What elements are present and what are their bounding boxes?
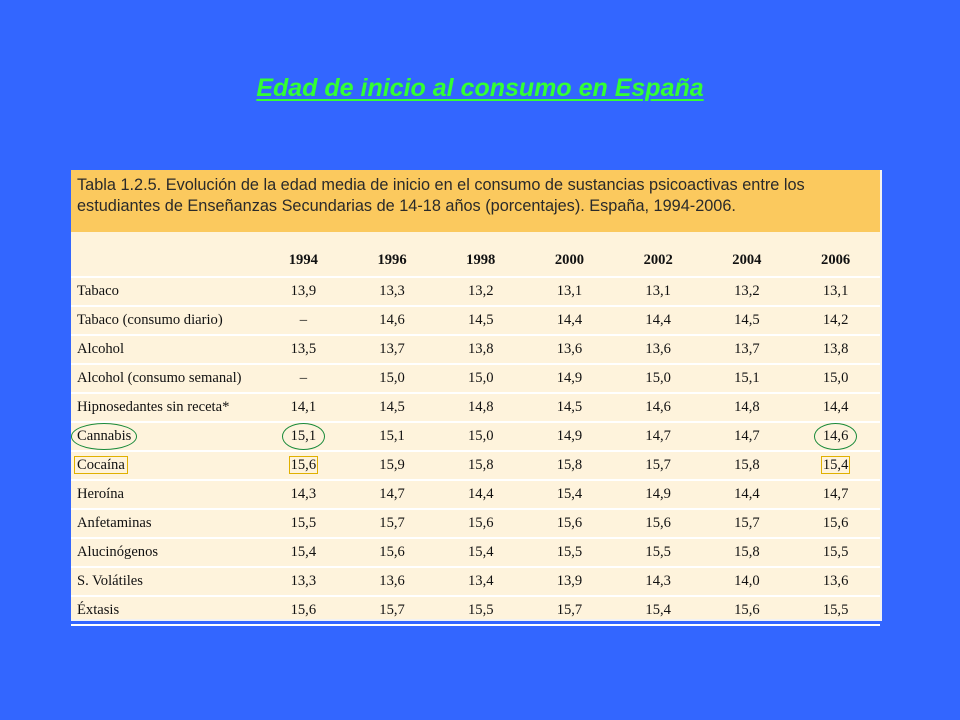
table-cell: 14,0 (703, 567, 792, 596)
table-cell: 15,1 (703, 364, 792, 393)
table-cell: 15,0 (614, 364, 703, 393)
table-cell: 13,7 (703, 335, 792, 364)
table-cell: 15,8 (525, 451, 614, 480)
table-cell: 14,7 (703, 422, 792, 451)
table-cell: 13,7 (348, 335, 437, 364)
table-cell: 14,5 (436, 306, 525, 335)
table-cell: 15,8 (436, 451, 525, 480)
row-label: Éxtasis (71, 596, 259, 625)
table-cell: 13,6 (791, 567, 880, 596)
table-cell: 14,4 (614, 306, 703, 335)
table-cell: 14,7 (348, 480, 437, 509)
table-cell: 15,4 (525, 480, 614, 509)
table-cell: 14,9 (525, 364, 614, 393)
row-label-cell (71, 451, 259, 480)
table-cell: 15,6 (259, 596, 348, 625)
table-cell: 15,5 (259, 509, 348, 538)
table-cell: 14,7 (614, 422, 703, 451)
table-row (71, 393, 880, 422)
table-row (71, 480, 880, 509)
header-empty-cell (71, 232, 259, 277)
table-cell: 14,4 (791, 393, 880, 422)
table-row-cannabis (71, 422, 880, 451)
table-cell: 15,6 (614, 509, 703, 538)
table-cell: 14,4 (703, 480, 792, 509)
slide-title: Edad de inicio al consumo en España (256, 74, 704, 102)
table-cell: 13,6 (348, 567, 437, 596)
table-cell: 15,0 (791, 364, 880, 393)
table-cell: 15,6 (348, 538, 437, 567)
table-cell: 13,8 (436, 335, 525, 364)
row-label: Alucinógenos (71, 538, 259, 567)
table-cell: 13,1 (525, 277, 614, 306)
table-cell: 15,7 (703, 509, 792, 538)
table-cell: 15,5 (791, 596, 880, 625)
table-cell: 13,4 (436, 567, 525, 596)
table-row-cocaine (71, 451, 880, 480)
table-cell: 15,4 (259, 538, 348, 567)
table-cell: 13,6 (614, 335, 703, 364)
row-label: S. Volátiles (71, 567, 259, 596)
row-label: Heroína (71, 480, 259, 509)
row-label: Alcohol (71, 335, 259, 364)
table-cell: 13,2 (436, 277, 525, 306)
table-cell: 14,6 (348, 306, 437, 335)
table-cell: 14,9 (614, 480, 703, 509)
age-of-onset-table (71, 232, 880, 626)
table-row (71, 277, 880, 306)
table-cell: 15,5 (791, 538, 880, 567)
table-row (71, 538, 880, 567)
row-label: Anfetaminas (71, 509, 259, 538)
table-cell: 14,3 (614, 567, 703, 596)
table-cell: 13,3 (259, 567, 348, 596)
table-cell: 15,4 (436, 538, 525, 567)
table-cell: 15,6 (703, 596, 792, 625)
table-cell: 14,7 (791, 480, 880, 509)
table-row (71, 335, 880, 364)
boxed-value: 15,6 (290, 457, 317, 473)
year-header: 2004 (703, 232, 792, 277)
table-cell: 14,2 (791, 306, 880, 335)
row-label: Hipnosedantes sin receta* (71, 393, 259, 422)
table-row (71, 596, 880, 625)
year-header: 1998 (436, 232, 525, 277)
table-cell: 14,1 (259, 393, 348, 422)
table-cell: 15,6 (525, 509, 614, 538)
table-cell: 15,0 (436, 364, 525, 393)
year-header: 1996 (348, 232, 437, 277)
table-cell: 15,0 (348, 364, 437, 393)
table-cell: 14,4 (525, 306, 614, 335)
row-label: Tabaco (consumo diario) (71, 306, 259, 335)
table-cell: 13,9 (525, 567, 614, 596)
row-label-cell (71, 422, 259, 451)
row-label: Cannabis (77, 428, 132, 444)
table-cell-highlighted (259, 451, 348, 480)
table-cell: 13,8 (791, 335, 880, 364)
year-header: 2006 (791, 232, 880, 277)
table-cell: 15,5 (525, 538, 614, 567)
table-header-row (71, 232, 880, 277)
table-cell: 13,1 (791, 277, 880, 306)
circled-value: 15,1 (290, 428, 317, 444)
table-cell: 13,1 (614, 277, 703, 306)
table-cell: 15,7 (614, 451, 703, 480)
table-cell: 14,8 (436, 393, 525, 422)
table-cell-highlighted (791, 422, 880, 451)
table-cell: 14,5 (703, 306, 792, 335)
table-cell-highlighted (259, 422, 348, 451)
table-cell: 15,1 (348, 422, 437, 451)
table-cell: 14,6 (614, 393, 703, 422)
table-cell: 15,4 (614, 596, 703, 625)
table-cell: 13,5 (259, 335, 348, 364)
row-label: Tabaco (71, 277, 259, 306)
table-cell: 14,3 (259, 480, 348, 509)
table-cell: 15,6 (436, 509, 525, 538)
table-cell: 14,5 (348, 393, 437, 422)
table-cell: 15,9 (348, 451, 437, 480)
year-header: 1994 (259, 232, 348, 277)
table-cell: 13,6 (525, 335, 614, 364)
circled-value: 14,6 (822, 428, 849, 444)
table-cell-highlighted (791, 451, 880, 480)
table-cell: 15,5 (614, 538, 703, 567)
table-row (71, 364, 880, 393)
row-label: Cocaína (74, 456, 128, 474)
table-row (71, 306, 880, 335)
boxed-value: 15,4 (822, 457, 849, 473)
table-cell: 14,5 (525, 393, 614, 422)
table-cell: 15,5 (436, 596, 525, 625)
table-cell: 15,7 (348, 509, 437, 538)
data-table-panel (71, 170, 882, 621)
table-caption: Tabla 1.2.5. Evolución de la edad media de inicio en el consumo de sustancias psicoactivas entre los estudiantes de Enseñanzas Secundarias de 14-18 años (porcentajes). España, 1994-2006. (71, 170, 880, 232)
table-cell: 14,8 (703, 393, 792, 422)
table-cell: 14,4 (436, 480, 525, 509)
table-row (71, 509, 880, 538)
table-cell: – (259, 306, 348, 335)
table-cell: 15,7 (525, 596, 614, 625)
table-cell: 13,2 (703, 277, 792, 306)
table-cell: 15,8 (703, 538, 792, 567)
year-header: 2000 (525, 232, 614, 277)
table-cell: 15,7 (348, 596, 437, 625)
table-cell: 14,9 (525, 422, 614, 451)
table-row (71, 567, 880, 596)
table-cell: 15,8 (703, 451, 792, 480)
year-header: 2002 (614, 232, 703, 277)
table-cell: 15,0 (436, 422, 525, 451)
row-label: Alcohol (consumo semanal) (71, 364, 259, 393)
table-cell: 15,6 (791, 509, 880, 538)
table-cell: 13,9 (259, 277, 348, 306)
table-cell: – (259, 364, 348, 393)
table-cell: 13,3 (348, 277, 437, 306)
